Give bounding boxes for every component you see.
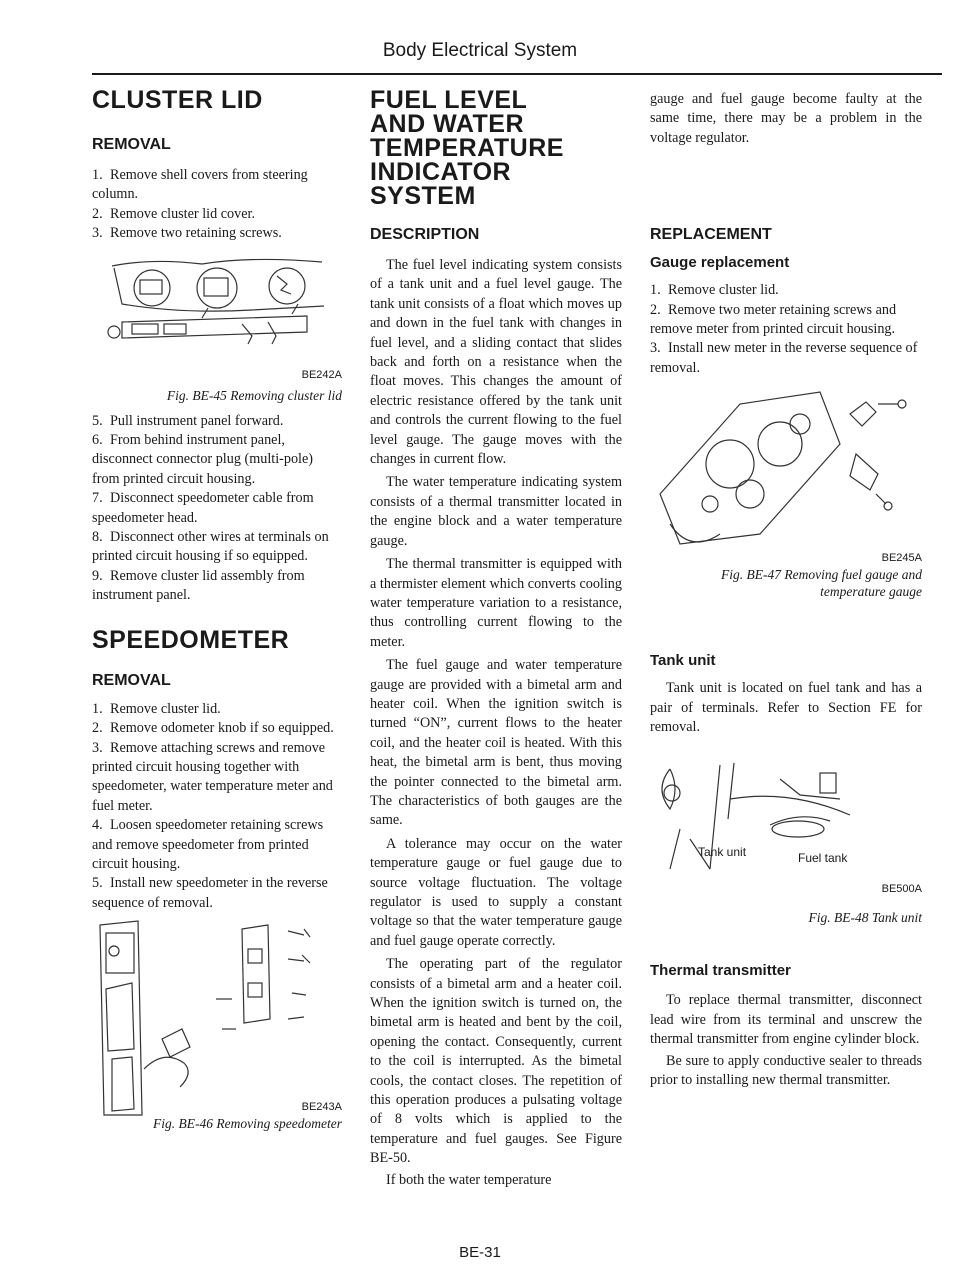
description-paragraph: The water temperature indicating system consists of a thermal transmitter located in the engine block and a water temperature gauge. [370,474,622,549]
description-paragraph: The thermal transmitter is equipped with a thermister element which converts cooling water temperature variation to a resistance, thus controlling current flowing to the meter. [370,556,622,650]
continued-paragraph: gauge and fuel gauge become faulty at the same time, there may be a problem in the voltage regulator. [650,91,922,146]
description-paragraph: The fuel gauge and water temperature gauge are provided with a bimetal arm and heater coil. When the ignition switch is turned “ON”, current flows to the heater coil, and the heater coil is heated. With this heat, the bimetal arm is bent, thus moving the pointer connected to the bimetal arm. The characteristics of both gauges are the same. [370,657,622,829]
cluster-steps-b [92,412,342,606]
figure-be-48 [650,759,922,907]
description-heading: DESCRIPTION [370,226,480,243]
figure-caption: temperature gauge [820,584,922,600]
page-header: Body Electrical System [382,40,578,61]
list-item: 4. Loosen speedometer retaining screws and remove speedometer from printed circuit housing. [92,817,324,872]
list-item: 9. Remove cluster lid assembly from instrument panel. [92,567,305,604]
fuel-gauge-illustration [650,384,922,552]
cluster-removal-heading: REMOVAL [92,136,171,153]
cluster-steps-a [92,166,342,244]
figure-code: BE245A [881,552,922,565]
list-item: 5. Pull instrument panel forward. [92,412,284,429]
speedometer-removal-heading: REMOVAL [92,671,171,689]
figure-code: BE500A [881,883,922,896]
tank-unit-illustration [650,759,922,879]
description-paragraph: A tolerance may occur on the water temperature gauge or fuel gauge due to source voltage fluctuation. The voltage regulator is used to supply a constant voltage so that the water temperature gauge and fuel gauge operate correctly. [370,835,622,949]
figure-caption: Fig. BE-46 Removing speedometer [153,1116,342,1132]
tank-unit-paragraph: Tank unit is located on fuel tank and has a pair of terminals. Refer to Section FE for removal. [650,680,922,736]
fuel-level-title-line-3: TEMPERATURE [370,134,564,162]
figure-caption: Fig. BE-47 Removing fuel gauge and [721,567,922,583]
figure-code: BE242A [301,368,342,381]
list-item: 2. Remove cluster lid cover. [92,205,255,222]
thermal-paragraph: To replace thermal transmitter, disconnect lead wire from its terminal and unscrew the thermal transmitter from engine cylinder block. [650,992,922,1048]
thermal-transmitter-heading: Thermal transmitter [650,962,791,980]
tank-unit-label: Tank unit [698,845,747,860]
figure-code: BE243A [301,1101,342,1114]
speedometer-steps [92,700,342,913]
figure-caption: Fig. BE-45 Removing cluster lid [166,387,342,403]
thermal-paragraph: Be sure to apply conductive sealer to threads prior to installing new thermal transmitter. [650,1052,922,1089]
column-2 [370,84,622,1190]
fuel-level-title-line-2: AND WATER [370,110,525,138]
gauge-replacement-heading: Gauge replacement [650,254,790,272]
description-paragraph: The fuel level indicating system consists of a tank unit and a fuel level gauge. The tank unit consists of a float which moves up and down in the fuel tank with changes in fuel level, and a sliding contact that slides back and forth on a resistance when the float moves. This changes the amount of electric resistance offered by the tank unit and controls the current flowing to the fuel level gauge. The gauge moves with the changes in current flow. [370,257,622,468]
figure-be-47 [650,384,922,600]
tank-unit-heading: Tank unit [650,652,716,670]
page-number: BE-31 [459,1244,501,1261]
fuel-level-title-line-1: FUEL LEVEL [370,86,528,114]
list-item: 5. Install new speedometer in the reverse sequence of removal. [92,875,328,911]
list-item: 7. Disconnect speedometer cable from speedometer head. [92,490,314,526]
list-item: 1. Remove shell covers from steering column. [92,167,308,203]
list-item: 1. Remove cluster lid. [650,282,779,299]
list-item: 3. Remove attaching screws and remove printed circuit housing together with speedometer, water temperature meter and fuel meter. [92,739,333,814]
column-3 [650,84,922,1091]
speedometer-illustration [92,919,342,1119]
replacement-heading: REPLACEMENT [650,226,772,244]
header-rule [92,73,942,75]
column-1 [92,84,342,1132]
figure-be-45 [92,254,342,404]
list-item: 1. Remove cluster lid. [92,700,221,717]
description-paragraph: If both the water temperature [386,1171,552,1188]
figure-be-46 [92,919,342,1132]
list-item: 6. From behind instrument panel, disconnect connector plug (multi-pole) from printed circuit housing. [92,432,314,487]
list-item: 2. Remove odometer knob if so equipped. [92,720,334,737]
fuel-tank-label: Fuel tank [798,851,848,866]
gauge-steps [650,281,922,378]
list-item: 2. Remove two meter retaining screws and remove meter from printed circuit housing. [650,301,897,338]
list-item: 3. Install new meter in the reverse sequence of removal. [650,340,918,376]
figure-caption: Fig. BE-48 Tank unit [808,910,922,926]
list-item: 3. Remove two retaining screws. [92,225,282,242]
fuel-level-title-line-4: INDICATOR SYSTEM [370,158,512,210]
cluster-lid-title: CLUSTER LID [92,86,263,114]
list-item: 8. Disconnect other wires at terminals on printed circuit housing if so equipped. [92,529,329,565]
description-paragraph: The operating part of the regulator consists of a bimetal arm and a heater coil. When the ignition switch is turned on, the bimetal arm is heated and bent by the coil, opening the contact. Consequently, current to the coil is interrupted. As the bimetal cools, the contact closes. The repetition of this operation produces a pulsating voltage of 8 volts which is applied to the temperature and fuel gauges. See Figure BE-50. [370,956,622,1167]
cluster-lid-illustration [92,254,342,369]
speedometer-title: SPEEDOMETER [92,625,290,654]
